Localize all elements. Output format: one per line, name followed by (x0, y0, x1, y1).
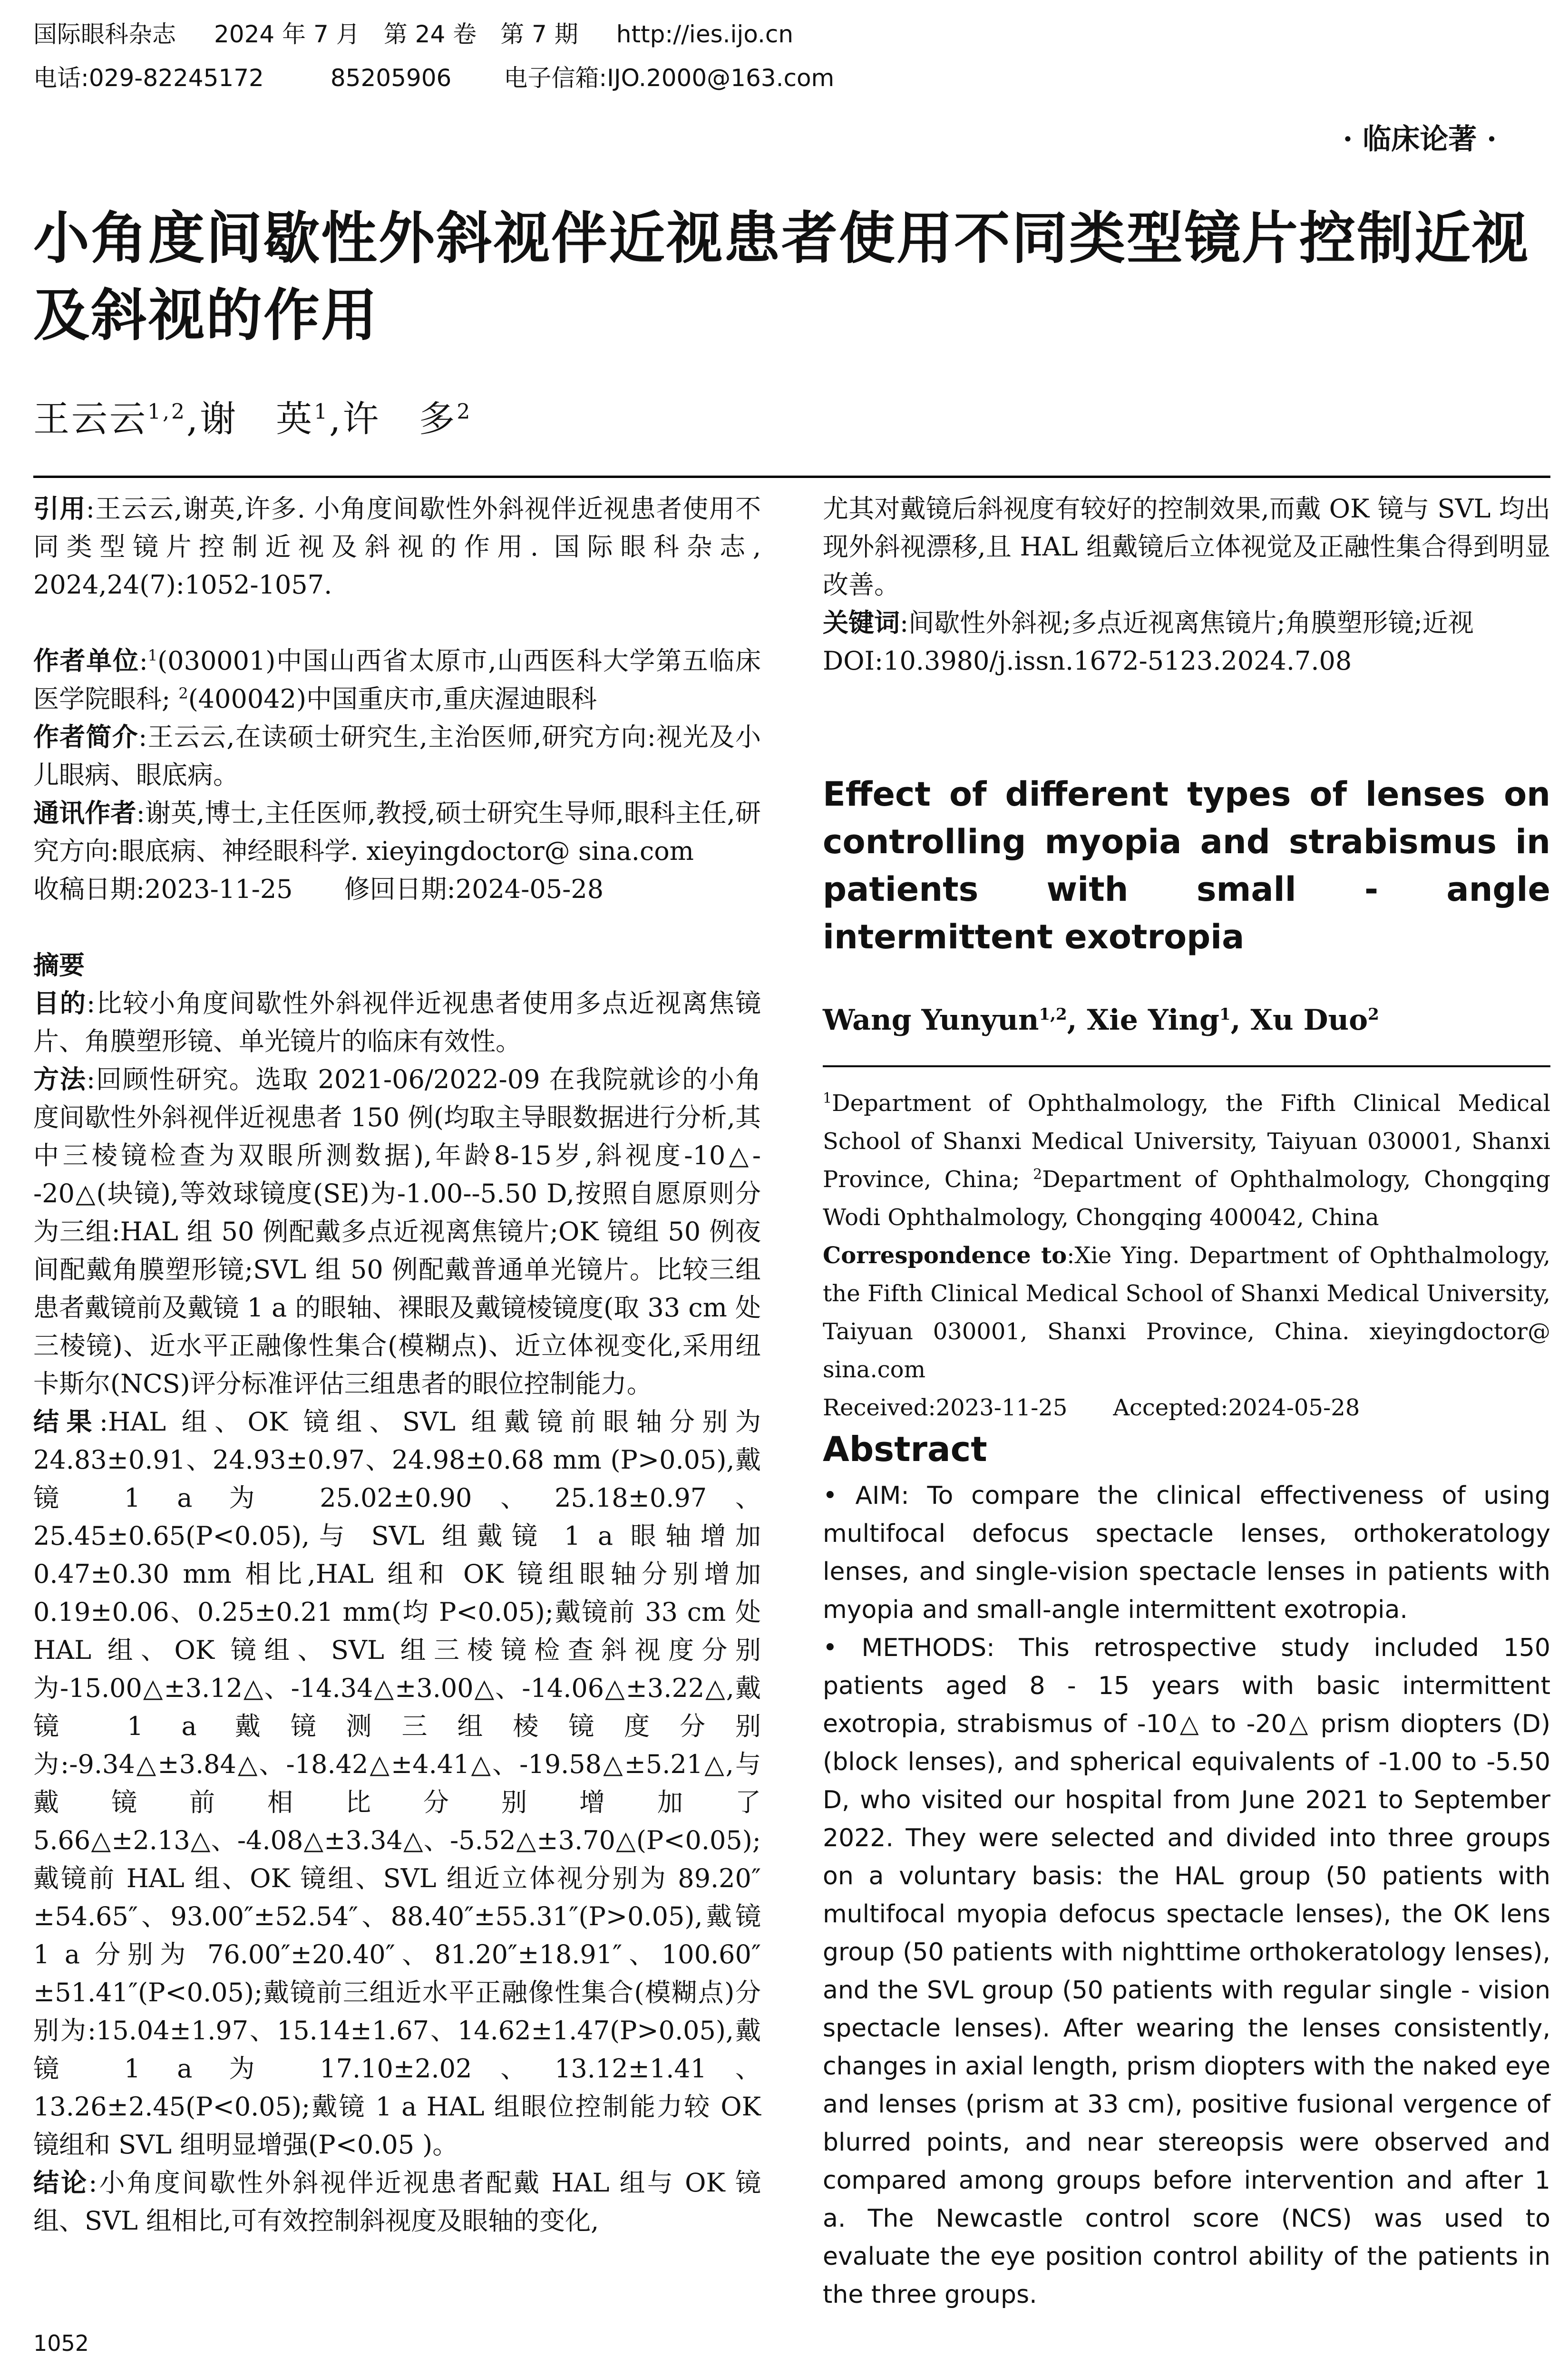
journal-header-line1 (33, 19, 793, 49)
abstract-heading-en: Abstract (823, 1429, 987, 1469)
issue-info: 2024 年 7 月 第 24 卷 第 7 期 (214, 20, 578, 48)
corresponding-author: 通讯作者:谢英,博士,主任医师,教授,硕士研究生导师,眼科主任,研究方向:眼底病、神经眼科学. xieyingdoctor@ sina.com (33, 798, 761, 866)
citation: 引用:王云云,谢英,许多. 小角度间歇性外斜视伴近视患者使用不同类型镜片控制近视及斜视的作用. 国际眼科杂志, 2024,24(7):1052-1057. (33, 494, 761, 600)
abstract-en-methods: • METHODS: This retrospective study included 150 patients aged 8 - 15 years with basic intermittent exotropia, strabismus of -10△ to -20△ prism diopters (D) (block lenses), and spherical equivalents of -1.00 to -5.50 D, who visited our hospital from June 2021 to September 2022. They were selected and divided into three groups on a voluntary basis: the HAL group (50 patients with multifocal myopia defocus spectacle lenses), the OK lens group (50 patients with nighttime orthokeratology lenses), and the SVL group (50 patients with regular single - vision spectacle lenses). After wearing the lenses consistently, changes in axial length, prism diopters with the naked eye and lenses (prism at 33 cm), positive fusional vergence of blurred points, and near stereopsis were observed and compared among groups before intervention and after 1 a. The Newcastle control score (NCS) was used to evaluate the eye position control ability of the patients in the three groups. (823, 1634, 1550, 2309)
author-1: 王云云 (33, 398, 147, 440)
journal-header-line2 (33, 63, 834, 93)
authors-en: Wang Yunyun$^{1,2}$, Xie Ying$^1$, Xu Duo$^2$ (823, 1003, 1379, 1037)
article-title-cn: 小角度间歇性外斜视伴近视患者使用不同类型镜片控制近视及斜视的作用 (33, 205, 1530, 348)
correspondence-en: Correspondence to:Xie Ying. Department of Ophthalmology, the Fifth Clinical Medical School of Shanxi Medical University, Taiyuan 030001, Shanxi Province, China. xieyingdoctor@ sina.com (823, 1242, 1551, 1383)
keywords: 关键词:间歇性外斜视;多点近视离焦镜片;角膜塑形镜;近视 (823, 608, 1474, 638)
abstract-en-aim: • AIM: To compare the clinical effectiveness of using multifocal defocus spectacle lenses, orthokeratology lenses, and single-vision spectacle lenses in patients with myopia and small-angle intermittent exotropia. (823, 1481, 1550, 1624)
abstract-conclusion-cont: 尤其对戴镜后斜视度有较好的控制效果,而戴 OK 镜与 SVL 均出现外斜视漂移,且 HAL 组戴镜后立体视觉及正融性集合得到明显改善。 (823, 494, 1550, 600)
journal-url[interactable]: http://ies.ijo.cn (616, 20, 794, 48)
abstract-en (823, 1477, 1550, 2314)
received-date: 收稿日期:2023-11-25 修回日期:2024-05-28 (33, 874, 604, 904)
affiliation-en: $^1$Department of Ophthalmology, the Fifth Clinical Medical School of Shanxi Medical University, Taiyuan 030001, Shanxi Province, China; $^2$Department of Ophthalmology, Chongqing Wodi Ophthalmology, Chongqing 400042, China Correspondence to:Xie Ying. Department of Ophthalmology, the Fifth Clinical Medical School of Shanxi Medical University, Taiyuan 030001, Shanxi Province, China. xieyingdoctor@ sina.com Received:2023-11-25 Accepted:2024-05-28 (823, 1084, 1550, 1427)
abstract-conclusion: 结论:小角度间歇性外斜视伴近视患者配戴 HAL 组与 OK 镜组、SVL 组相比,可有效控制斜视度及眼轴的变化, (33, 2168, 761, 2236)
doi[interactable]: DOI:10.3980/j.issn.1672-5123.2024.7.08 (823, 646, 1352, 676)
author-2: ,谢 英 (186, 398, 314, 440)
phone-2: 85205906 (330, 64, 452, 92)
author-units: 作者单位:$^1$(030001)中国山西省太原市,山西医科大学第五临床医学院眼科; $^2$(400042)中国重庆市,重庆渥迪眼科 (33, 646, 761, 714)
right-column-cn (823, 490, 1550, 680)
header-divider (33, 476, 1550, 478)
left-column (33, 490, 761, 2240)
abstract-results: 结果:HAL 组、OK 镜组、SVL 组戴镜前眼轴分别为 24.83±0.91、24.93±0.97、24.98±0.68 mm (P>0.05),戴镜 1 a 为 25.02±0.90、25.18±0.97、25.45±0.65(P<0.05),与 SVL 组戴镜 1 a 眼轴增加 0.47±0.30 mm 相比,HAL 组和 OK 镜组眼轴分别增加 0.19±0.06、0.25±0.21 mm(均 P<0.05);戴镜前 33 cm 处 HAL 组、OK 镜组、SVL 组三棱镜检查斜视度分别为-15.00△±3.12△、-14.34△±3.00△、-14.06△±3.22△,戴镜 1 a 戴镜测三组棱镜度分别为:-9.34△±3.84△、-18.42△±4.41△、-19.58△±5.21△,与戴镜前相比分别增加了 5.66△±2.13△、-4.08△±3.34△、-5.52△±3.70△(P<0.05);戴镜前 HAL 组、OK 镜组、SVL 组近立体视分别为 89.20″±54.65″、93.00″±52.54″、88.40″±55.31″(P>0.05),戴镜 1 a 分别为 76.00″±20.40″、81.20″±18.91″、100.60″±51.41″(P<0.05);戴镜前三组近水平正融像性集合(模糊点)分别为:15.04±1.97、15.14±1.67、14.62±1.47(P>0.05),戴镜 1 a 为 17.10±2.02、13.12±1.41、13.26±2.45(P<0.05);戴镜 1 a HAL 组眼位控制能力较 OK 镜组和 SVL 组明显增强(P<0.05 )。 (33, 1407, 761, 2160)
author-3: ,许 多 (329, 398, 457, 440)
abstract-methods: 方法:回顾性研究。选取 2021-06/2022-09 在我院就诊的小角度间歇性外斜视伴近视患者 150 例(均取主导眼数据进行分析,其中三棱镜检查为双眼所测数据),年龄8-15岁,斜视度-10△--20△(块镜),等效球镜度(SE)为-1.00--5.50 D,按照自愿原则分为三组:HAL 组 50 例配戴多点近视离焦镜片;OK 镜组 50 例夜间配戴角膜塑形镜;SVL 组 50 例配戴普通单光镜片。比较三组患者戴镜前及戴镜 1 a 的眼轴、裸眼及戴镜棱镜度(取 33 cm 处三棱镜)、近水平正融像性集合(模糊点)、近立体视变化,采用纽卡斯尔(NCS)评分标准评估三组患者的眼位控制能力。 (33, 1064, 761, 1399)
authors-divider (823, 1065, 1550, 1067)
page-number: 1052 (33, 2330, 89, 2356)
authors-cn: 王云云$^{1,2}$,谢 英$^1$,许 多$^2$ (33, 398, 472, 440)
received-en: Received:2023-11-25 Accepted:2024-05-28 (823, 1394, 1360, 1421)
phone: 电话:029-82245172 (33, 64, 264, 92)
abstract-aim: 目的:比较小角度间歇性外斜视伴近视患者使用多点近视离焦镜片、角膜塑形镜、单光镜片的临床有效性。 (33, 988, 761, 1056)
contact-email: 电子信箱:IJO.2000@163.com (504, 64, 835, 92)
journal-name: 国际眼科杂志 (33, 20, 176, 48)
article-title-en: Effect of different types of lenses on controlling myopia and strabismus in patients with small - angle intermittent exotropia (823, 775, 1550, 956)
author-bio: 作者简介:王云云,在读硕士研究生,主治医师,研究方向:视光及小儿眼病、眼底病。 (33, 722, 761, 790)
section-label: · 临床论著 · (1343, 123, 1497, 156)
abstract-heading-cn: 摘要 (33, 950, 85, 980)
